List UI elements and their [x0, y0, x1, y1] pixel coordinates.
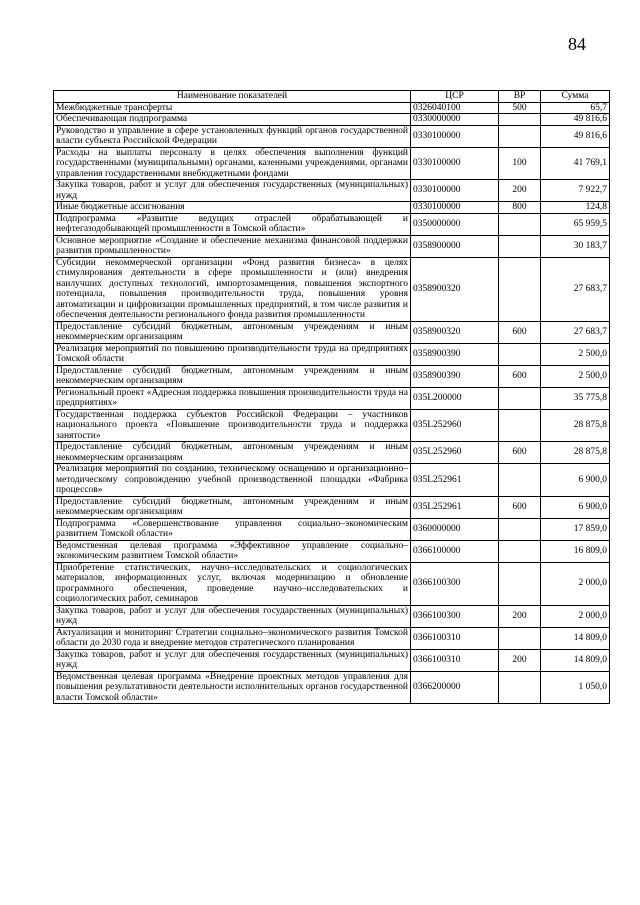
- cell-name: Закупка товаров, работ и услуг для обеспечения государственных (муниципальных) нужд: [54, 180, 411, 202]
- cell-vr: [499, 257, 541, 321]
- cell-sum: 1 050,0: [541, 671, 610, 704]
- table-row: [54, 147, 610, 180]
- cell-vr: [499, 671, 541, 704]
- cell-name: Предоставление субсидий бюджетным, автономным учреждениям и иным некоммерческим организациям: [54, 442, 411, 464]
- cell-sum: 27 683,7: [541, 321, 610, 343]
- cell-vr: 600: [499, 321, 541, 343]
- table-row: [54, 496, 610, 518]
- cell-vr: [499, 409, 541, 442]
- cell-csr: 0358900000: [411, 235, 499, 257]
- cell-name: Закупка товаров, работ и услуг для обеспечения государственных (муниципальных) нужд: [54, 649, 411, 671]
- cell-sum: 2 500,0: [541, 365, 610, 387]
- cell-vr: [499, 464, 541, 497]
- table-row: [54, 343, 610, 365]
- column-header-sum: Сумма: [541, 91, 610, 103]
- cell-name: Государственная поддержка субъектов Российской Федерации – участников национального проекта «Повышение производительности труда и поддержка занятости»: [54, 409, 411, 442]
- column-header-name: Наименование показателей: [54, 91, 411, 103]
- cell-csr: 0366100300: [411, 605, 499, 627]
- column-header-vr: ВР: [499, 91, 541, 103]
- cell-name: Приобретение статистических, научно–исследовательских и социологических материалов, информационных услуг, включая модернизацию и обновление программного обеспечения, проведение научно–исследовательских и социологических работ, семинаров: [54, 562, 411, 605]
- cell-vr: 100: [499, 147, 541, 180]
- cell-sum: 17 859,0: [541, 518, 610, 540]
- cell-csr: 0358900320: [411, 257, 499, 321]
- cell-vr: [499, 114, 541, 126]
- page-number: 84: [568, 34, 586, 54]
- cell-vr: 600: [499, 496, 541, 518]
- cell-name: Руководство и управление в сфере установленных функций органов государственной власти субъекта Российской Федерации: [54, 125, 411, 147]
- cell-vr: [499, 343, 541, 365]
- table-row: [54, 562, 610, 605]
- cell-vr: 800: [499, 202, 541, 214]
- cell-vr: [499, 235, 541, 257]
- cell-sum: 6 900,0: [541, 496, 610, 518]
- cell-name: Региональный проект «Адресная поддержка повышения производительности труда на предприятиях»: [54, 387, 411, 409]
- cell-name: Реализация мероприятий по повышению производительности труда на предприятиях Томской области: [54, 343, 411, 365]
- cell-sum: 28 875,8: [541, 409, 610, 442]
- cell-vr: [499, 540, 541, 562]
- cell-sum: 49 816,6: [541, 114, 610, 126]
- cell-csr: 0330100000: [411, 202, 499, 214]
- cell-sum: 35 775,8: [541, 387, 610, 409]
- cell-sum: 16 809,0: [541, 540, 610, 562]
- cell-vr: 500: [499, 102, 541, 114]
- cell-vr: [499, 213, 541, 235]
- cell-vr: 200: [499, 180, 541, 202]
- cell-name: Реализация мероприятий по созданию, техническому оснащению и организационно–методическому сопровождению учебной производственной площадки «Фабрика процессов»: [54, 464, 411, 497]
- table-row: [54, 649, 610, 671]
- cell-sum: 2 000,0: [541, 605, 610, 627]
- cell-csr: 0330100000: [411, 125, 499, 147]
- table-row: [54, 125, 610, 147]
- table-row: [54, 442, 610, 464]
- cell-csr: 0360000000: [411, 518, 499, 540]
- table-row: [54, 387, 610, 409]
- cell-name: Межбюджетные трансферты: [54, 102, 411, 114]
- table-row: [54, 213, 610, 235]
- cell-csr: 0366100300: [411, 562, 499, 605]
- table-row: [54, 180, 610, 202]
- table-row: [54, 321, 610, 343]
- cell-sum: 28 875,8: [541, 442, 610, 464]
- table-header-row: [54, 91, 610, 103]
- cell-csr: 0366100310: [411, 627, 499, 649]
- cell-csr: 0358900320: [411, 321, 499, 343]
- table-row: [54, 518, 610, 540]
- cell-name: Подпрограмма «Развитие ведущих отраслей обрабатывающей и нефтегазодобывающей промышленности в Томской области»: [54, 213, 411, 235]
- cell-csr: 035L252960: [411, 442, 499, 464]
- cell-csr: 0330000000: [411, 114, 499, 126]
- cell-name: Ведомственная целевая программа «Эффективное управление социально–экономическим развитием Томской области»: [54, 540, 411, 562]
- cell-vr: 200: [499, 649, 541, 671]
- cell-name: Субсидии некоммерческой организации «Фонд развития бизнеса» в целях стимулирования деятельности в сфере промышленности и (или) внедрения наилучших доступных технологий, импортозамещения, повышения экспортного потенциала, повышения производительности труда, повышения уровня автоматизации и цифровизации промышленных предприятий, в том числе развития и обеспечения деятельности регионального фонда развития промышленности: [54, 257, 411, 321]
- cell-name: Иные бюджетные ассигнования: [54, 202, 411, 214]
- cell-csr: 0330100000: [411, 147, 499, 180]
- cell-sum: 14 809,0: [541, 627, 610, 649]
- table-row: [54, 257, 610, 321]
- cell-csr: 0330100000: [411, 180, 499, 202]
- cell-csr: 0358900390: [411, 365, 499, 387]
- cell-name: Ведомственная целевая программа «Внедрение проектных методов управления для повышения результативности деятельности исполнительных органов государственной власти Томской области»: [54, 671, 411, 704]
- cell-name: Подпрограмма «Совершенствование управления социально–экономическим развитием Томской области»: [54, 518, 411, 540]
- cell-sum: 124,8: [541, 202, 610, 214]
- cell-sum: 2 000,0: [541, 562, 610, 605]
- cell-sum: 14 809,0: [541, 649, 610, 671]
- table-row: [54, 114, 610, 126]
- cell-csr: 0358900390: [411, 343, 499, 365]
- column-header-csr: ЦСР: [411, 91, 499, 103]
- cell-csr: 035L252961: [411, 496, 499, 518]
- cell-sum: 41 769,1: [541, 147, 610, 180]
- cell-name: Предоставление субсидий бюджетным, автономным учреждениям и иным некоммерческим организациям: [54, 496, 411, 518]
- table-row: [54, 102, 610, 114]
- table-row: [54, 409, 610, 442]
- cell-csr: 035L252961: [411, 464, 499, 497]
- cell-csr: 035L252960: [411, 409, 499, 442]
- cell-csr: 0350000000: [411, 213, 499, 235]
- cell-name: Закупка товаров, работ и услуг для обеспечения государственных (муниципальных) нужд: [54, 605, 411, 627]
- cell-name: Основное мероприятие «Создание и обеспечение механизма финансовой поддержки развития промышленности»: [54, 235, 411, 257]
- cell-csr: 0366200000: [411, 671, 499, 704]
- cell-csr: 0326040100: [411, 102, 499, 114]
- cell-name: Расходы на выплаты персоналу в целях обеспечения выполнения функций государственными (муниципальными) органами, казенными учреждениями, органами управления государственными внебюджетными фондами: [54, 147, 411, 180]
- cell-sum: 65 959,5: [541, 213, 610, 235]
- table-row: [54, 671, 610, 704]
- cell-csr: 0366100310: [411, 649, 499, 671]
- table-row: [54, 365, 610, 387]
- cell-vr: [499, 518, 541, 540]
- cell-name: Обеспечивающая подпрограмма: [54, 114, 411, 126]
- cell-vr: [499, 627, 541, 649]
- cell-vr: 600: [499, 442, 541, 464]
- table-row: [54, 464, 610, 497]
- cell-name: Актуализация и мониторинг Стратегии социально–экономического развития Томской области до 2030 года и внедрение методов стратегического планирования: [54, 627, 411, 649]
- cell-sum: 49 816,6: [541, 125, 610, 147]
- cell-sum: 30 183,7: [541, 235, 610, 257]
- cell-name: Предоставление субсидий бюджетным, автономным учреждениям и иным некоммерческим организациям: [54, 321, 411, 343]
- cell-name: Предоставление субсидий бюджетным, автономным учреждениям и иным некоммерческим организациям: [54, 365, 411, 387]
- cell-sum: 6 900,0: [541, 464, 610, 497]
- cell-vr: [499, 125, 541, 147]
- cell-vr: 200: [499, 605, 541, 627]
- cell-csr: 0366100000: [411, 540, 499, 562]
- cell-sum: 65,7: [541, 102, 610, 114]
- table-row: [54, 627, 610, 649]
- table-row: [54, 202, 610, 214]
- cell-sum: 7 922,7: [541, 180, 610, 202]
- cell-vr: 600: [499, 365, 541, 387]
- cell-vr: [499, 387, 541, 409]
- budget-table: [53, 90, 610, 704]
- table-row: [54, 605, 610, 627]
- cell-sum: 27 683,7: [541, 257, 610, 321]
- cell-vr: [499, 562, 541, 605]
- table-row: [54, 540, 610, 562]
- table-row: [54, 235, 610, 257]
- cell-sum: 2 500,0: [541, 343, 610, 365]
- cell-csr: 035L200000: [411, 387, 499, 409]
